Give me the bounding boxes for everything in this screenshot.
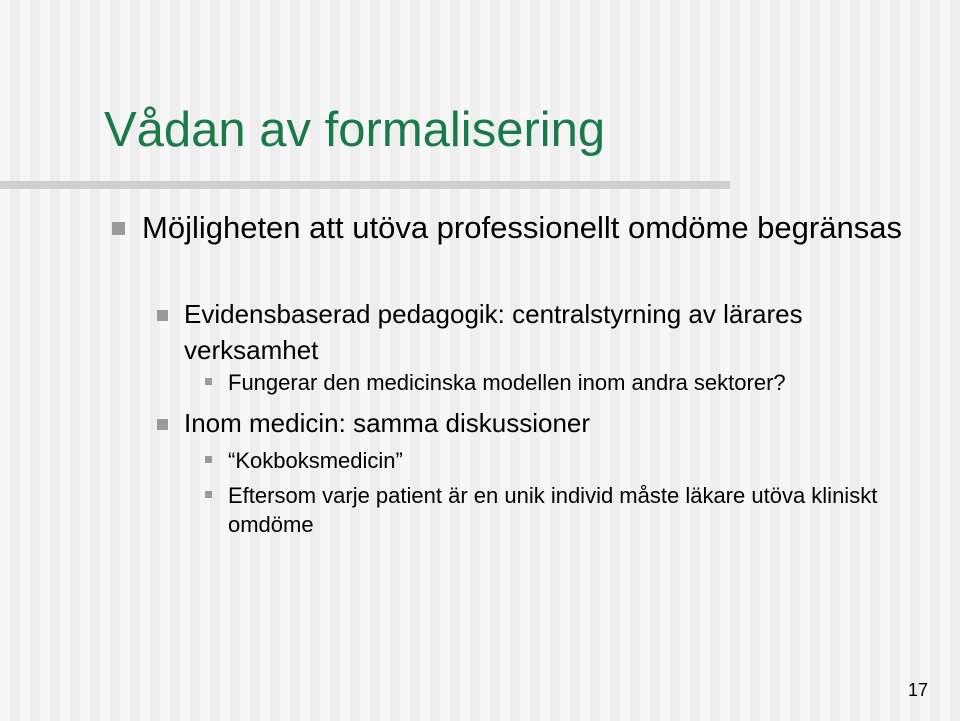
square-bullet-icon <box>205 378 212 385</box>
page-number: 17 <box>907 680 928 700</box>
square-bullet-icon <box>205 491 212 498</box>
title-divider <box>0 181 730 189</box>
bullet-item-level-3: “Kokboksmedicin” <box>228 448 403 473</box>
bullet-item-level-2: Evidensbaserad pedagogik: centralstyrning av lärares verksamhet <box>184 299 803 365</box>
bullet-item-level-1: Möjligheten att utöva professionellt omdöme begränsas <box>142 210 902 245</box>
square-bullet-icon <box>205 456 212 463</box>
slide-title: Vådan av formalisering <box>104 103 606 157</box>
bullet-item-level-3: Fungerar den medicinska modellen inom andra sektorer? <box>228 370 786 395</box>
square-bullet-icon <box>157 419 168 430</box>
square-bullet-icon <box>112 222 125 235</box>
bullet-item-level-3: Eftersom varje patient är en unik individ måste läkare utöva kliniskt omdöme <box>228 483 878 537</box>
bullet-item-level-2: Inom medicin: samma diskussioner <box>184 408 591 438</box>
square-bullet-icon <box>157 310 168 321</box>
